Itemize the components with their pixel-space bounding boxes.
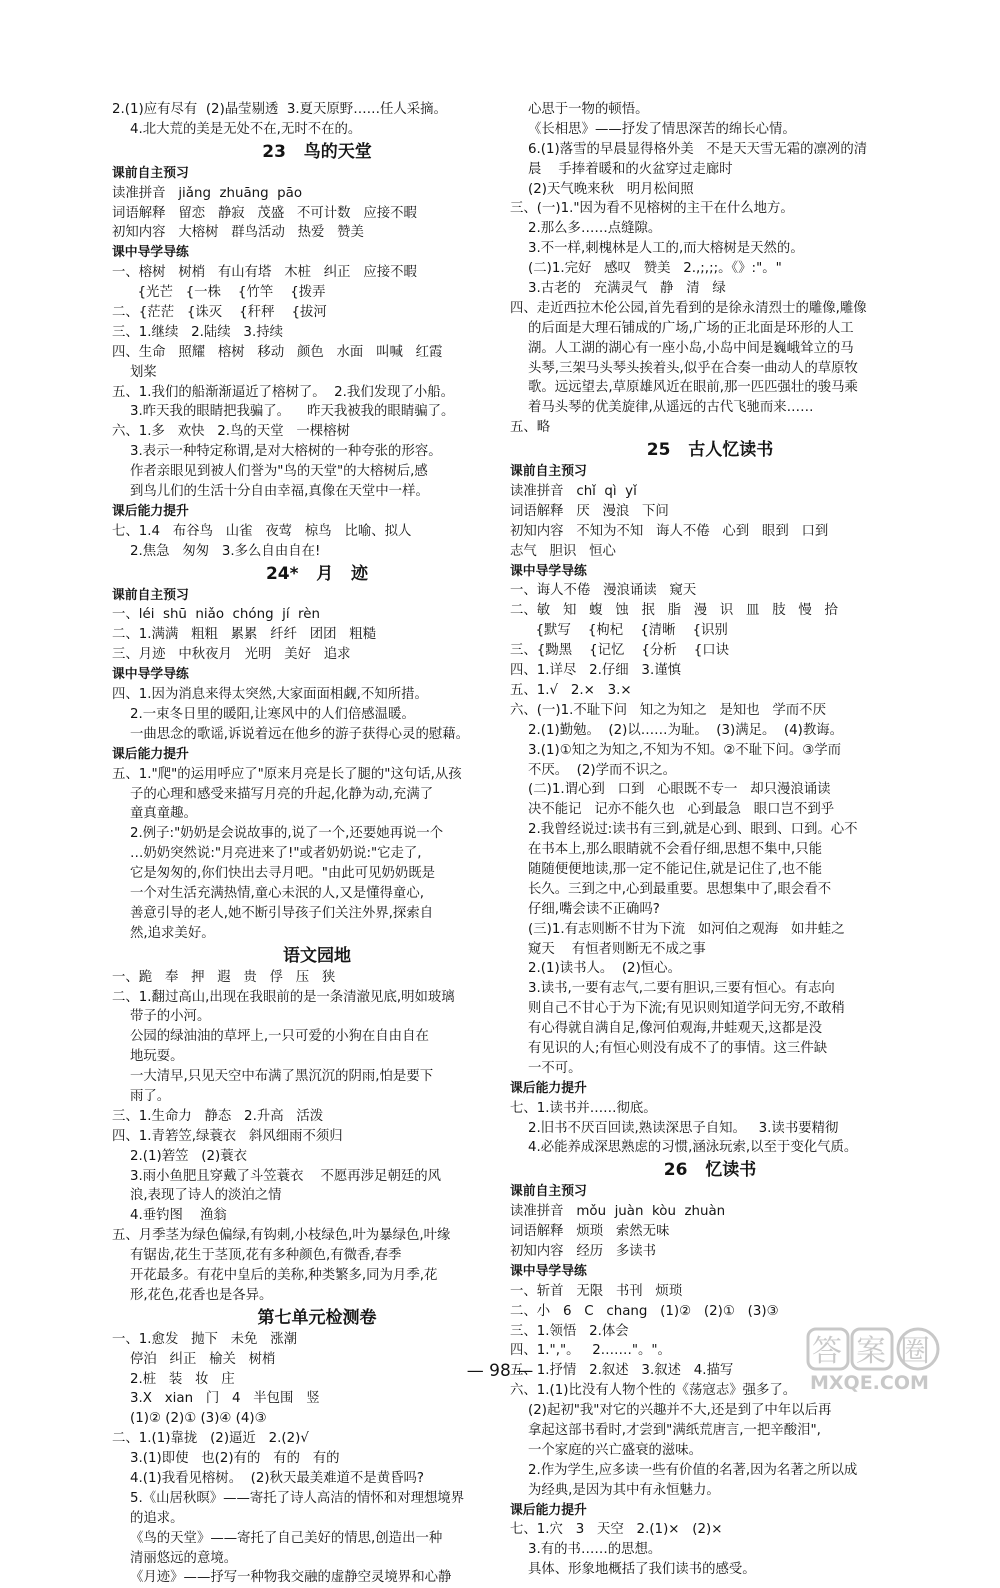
answer-line: 的追求。 bbox=[130, 1510, 184, 1526]
answer-line: 三、{黝黑 {记忆 {分析 {口诀 bbox=[510, 643, 730, 659]
answer-line: 二、小 6 C chang (1)② (2)① (3)③ bbox=[510, 1303, 779, 1319]
answer-line: 七、1.读书并……彻底。 bbox=[510, 1100, 657, 1116]
watermark-logo bbox=[806, 1325, 976, 1395]
answer-line: 三、(一)1."因为看不见榕树的主干在什么地方。 bbox=[510, 201, 794, 217]
answer-line: 具体、形象地概括了我们读书的感受。 bbox=[528, 1562, 756, 1578]
answer-line: 读准拼音 jiǎng zhuāng pāo bbox=[112, 185, 303, 201]
section-heading: 23 鸟的天堂 bbox=[262, 141, 372, 162]
section-heading: 第七单元检测卷 bbox=[257, 1307, 377, 1328]
answer-line: 4.垂钓图 渔翁 bbox=[130, 1208, 227, 1224]
answer-line: 一、榕树 树梢 有山有塔 木桩 纠正 应接不暇 bbox=[112, 265, 417, 281]
answer-line: 雨了。 bbox=[130, 1088, 171, 1104]
answer-line: 作者亲眼见到被人们誉为"鸟的天堂"的大榕树后,感 bbox=[130, 464, 428, 480]
answer-line: 6.(1)落雪的早晨显得格外美 不是天天雪无霜的凛冽的清 bbox=[528, 141, 868, 157]
answer-line: 拿起这部书看时,才尝到"满纸荒唐言,一把辛酸泪", bbox=[528, 1423, 821, 1438]
subsection-label: 课前自主预习 bbox=[112, 165, 189, 181]
answer-line: 初知内容 大榕树 群鸟活动 热爱 赞美 bbox=[112, 225, 364, 241]
answer-line: 2.(1)应有尽有 (2)晶莹剔透 3.夏天原野……任人采摘。 bbox=[112, 102, 447, 117]
answer-line: 然,追求美好。 bbox=[130, 925, 215, 941]
answer-line: 五、月季茎为绿色偏绿,有钩刺,小枝绿色,叶为暴绿色,叶缘 bbox=[112, 1228, 451, 1244]
answer-line: 六、1.多 欢快 2.鸟的天堂 一棵榕树 bbox=[112, 424, 350, 440]
answer-line: 一大清早,只见天空中布满了黑沉沉的阴雨,怕是要下 bbox=[130, 1069, 434, 1085]
answer-line: 随随便便地读,那一定不能记住,就是记住了,也不能 bbox=[528, 861, 822, 877]
answer-line: 2.旧书不厌百回读,熟读深思子自知。 3.读书要精彻 bbox=[528, 1120, 839, 1136]
section-heading: 26 忆读书 bbox=[663, 1160, 757, 1181]
answer-line: 志气 胆识 恒心 bbox=[510, 543, 616, 559]
answer-line: 子的心理和感受来描写月亮的升起,化静为动,充满了 bbox=[130, 786, 434, 802]
answer-line: 读准拼音 chǐ qì yǐ bbox=[510, 484, 637, 500]
answer-line: 四、生命 照耀 榕树 移动 颜色 水面 叫喊 红霞 bbox=[112, 344, 443, 360]
answer-line: 的后面是大理石铺成的广场,广场的正北面是环形的人工 bbox=[528, 320, 854, 336]
answer-line: 2.那么多……点缝隙。 bbox=[528, 221, 662, 237]
answer-line: 3.古老的 充满灵气 静 清 绿 bbox=[528, 281, 726, 297]
answer-line: 六、1.(1)比没有人物个性的《荡寇志》强多了。 bbox=[510, 1383, 797, 1399]
answer-line: (1)② (2)① (3)④ (4)③ bbox=[130, 1411, 267, 1427]
answer-line: 3.表示一种特定称谓,是对大榕树的一种夸张的形容。 bbox=[130, 444, 442, 460]
answer-line: 则自己不甘心于为下流;有见识则知道学问无穷,不敢稍 bbox=[528, 1001, 845, 1017]
answer-line: 它是匆匆的,你们快出去寻月吧。"由此可见奶奶既是 bbox=[130, 866, 436, 882]
answer-line: 《鸟的天堂》——寄托了自己美好的情思,创造出一种 bbox=[130, 1530, 443, 1546]
answer-line: 在书本上,那么眼睛就不会看仔细,思想不集中,只能 bbox=[528, 842, 822, 858]
subsection-label: 课后能力提升 bbox=[510, 1080, 587, 1096]
subsection-label: 课中导学导练 bbox=[510, 563, 587, 579]
answer-line: {默写 {枸杞 {清晰 {识别 bbox=[510, 623, 728, 639]
answer-line: 一、诲人不倦 漫浪诵读 窥天 bbox=[510, 583, 697, 599]
answer-line: 一、跪 奉 押 遐 贵 俘 压 狭 bbox=[112, 969, 336, 985]
answer-line: 3.(1)即使 也(2)有的 有的 有的 bbox=[130, 1451, 340, 1467]
answer-line: 五、1."爬"的运用呼应了"原来月亮是长了腿的"这句话,从孩 bbox=[112, 766, 462, 782]
answer-line: 公园的绿油油的草坪上,一只可爱的小狗在自由自在 bbox=[130, 1029, 429, 1045]
answer-line: 一不可。 bbox=[528, 1060, 582, 1076]
answer-line: 二、{茫茫 {诛灭 {秆秤 {拔河 bbox=[112, 305, 327, 321]
answer-line: 一个对生活充满热情,童心未泯的人,又是懂得童心, bbox=[130, 885, 424, 901]
section-heading: 语文园地 bbox=[283, 945, 351, 966]
subsection-label: 课后能力提升 bbox=[510, 1502, 587, 1518]
answer-line: 决不能记 记亦不能久也 心到最急 眼口岂不到乎 bbox=[528, 802, 835, 818]
answer-line: 四、走近西拉木伦公园,首先看到的是徐永清烈士的雕像,雕像 bbox=[510, 300, 867, 316]
answer-line: (三)1.有志则断不甘为下流 如河伯之观海 如井蛙之 bbox=[528, 921, 845, 937]
subsection-label: 课后能力提升 bbox=[112, 503, 189, 519]
answer-line: 三、1.继续 2.陆续 3.持续 bbox=[112, 324, 283, 340]
answer-line: 4.必能养成深思熟虑的习惯,涵泳玩索,以至于变化气质。 bbox=[528, 1140, 858, 1156]
answer-line: 词语解释 留恋 静寂 茂盛 不可计数 应接不暇 bbox=[112, 205, 417, 221]
answer-line: 词语解释 烦琐 索然无味 bbox=[510, 1224, 670, 1240]
subsection-label: 课中导学导练 bbox=[112, 245, 189, 261]
section-heading: 25 古人忆读书 bbox=[646, 440, 774, 461]
answer-line: 五、1.抒情 2.叙述 3.叙述 4.描写 bbox=[510, 1363, 734, 1379]
answer-line: 二、敏 知 蝮 蚀 抿 脂 漫 识 皿 肢 慢 拾 bbox=[510, 603, 838, 619]
answer-line: 一、1.愈发 抛下 未免 涨潮 bbox=[112, 1331, 297, 1347]
answer-line: 2.例子:"奶奶是会说故事的,说了一个,还要她再说一个 bbox=[130, 826, 444, 842]
answer-line: 浪,表现了诗人的淡泊之情 bbox=[130, 1188, 282, 1204]
answer-line: 读准拼音 mǒu juàn kòu zhuàn bbox=[510, 1204, 726, 1220]
answer-line: 四、1.","。 2.……"。"。 bbox=[510, 1343, 671, 1359]
subsection-label: 课前自主预习 bbox=[112, 587, 189, 603]
answer-line: 3.昨天我的眼睛把我骗了。 昨天我被我的眼睛骗了。 bbox=[130, 404, 455, 420]
page-number: — 98 — bbox=[466, 1361, 534, 1381]
answer-line: 3.读书,一要有志气,二要有胆识,三要有恒心。有志向 bbox=[528, 981, 835, 997]
answer-line: 晨 手捧着暖和的火盆穿过走廊时 bbox=[528, 161, 733, 177]
answer-line: 初知内容 经历 多读书 bbox=[510, 1243, 657, 1259]
answer-line: 2.一束冬日里的暖阳,让寒风中的人们倍感温暖。 bbox=[130, 706, 415, 722]
answer-line: 词语解释 厌 漫浪 下问 bbox=[510, 503, 669, 519]
answer-line: 清丽悠远的意境。 bbox=[130, 1550, 238, 1566]
answer-line: 窥天 有恒者则断无不成之事 bbox=[528, 941, 706, 957]
watermark-text-en: MXQE.COM bbox=[810, 1372, 929, 1394]
answer-line: 七、1.4 布谷鸟 山雀 夜莺 椋鸟 比喻、拟人 bbox=[112, 523, 412, 539]
answer-line: 仔细,嘴会读不正确吗? bbox=[528, 901, 660, 917]
answer-line: 湖。人工湖的湖心有一座小岛,小岛中间是巍峨耸立的马 bbox=[528, 340, 854, 356]
answer-line: 有见识的人;有恒心则没有成不了的事情。这三件缺 bbox=[528, 1040, 828, 1056]
answer-line: 3.X xian 门 4 半包围 竖 bbox=[130, 1391, 320, 1407]
answer-line: 形,花色,花香也是各异。 bbox=[130, 1287, 273, 1303]
answer-line: 四、1.因为消息来得太突然,大家面面相觑,不知所措。 bbox=[112, 687, 428, 703]
answer-line: (2)天气晚来秋 明月松间照 bbox=[528, 181, 694, 197]
answer-line: 头琴,三架马头琴头挨着头,似乎在合奏一曲动人的草原牧 bbox=[528, 360, 858, 376]
answer-line: 五、1.√ 2.× 3.× bbox=[510, 682, 632, 698]
subsection-label: 课前自主预习 bbox=[510, 464, 587, 480]
answer-line: 带子的小河。 bbox=[130, 1009, 211, 1025]
answer-line: 七、1.穴 3 天空 2.(1)× (2)× bbox=[510, 1522, 723, 1538]
answer-line: 心思于一物的顿悟。 bbox=[528, 102, 649, 117]
answer-line: 5.《山居秋暝》——寄托了诗人高洁的情怀和对理想境界 bbox=[130, 1490, 465, 1506]
answer-line: 二、1.满满 粗粗 累累 纤纤 团团 粗糙 bbox=[112, 627, 377, 643]
watermark-text-cn: 答案圈 bbox=[812, 1334, 944, 1369]
answer-line: 初知内容 不知为不知 诲人不倦 心到 眼到 口到 bbox=[510, 523, 829, 539]
answer-line: 2.桩 装 妆 庄 bbox=[130, 1371, 235, 1387]
subsection-label: 课中导学导练 bbox=[112, 667, 189, 683]
subsection-label: 课中导学导练 bbox=[510, 1263, 587, 1279]
answer-line: 童真童趣。 bbox=[130, 806, 197, 822]
answer-line: (二)1.完好 感叹 赞美 2.,;,;;。《》:"。" bbox=[528, 261, 782, 277]
answer-line: 五、略 bbox=[510, 420, 551, 436]
answer-line: 有锯齿,花生于茎顶,花有多种颜色,有微香,春季 bbox=[130, 1248, 402, 1264]
answer-line: 3.(1)①知之为知之,不知为不知。②不耻下问。③学而 bbox=[528, 742, 842, 758]
answer-line: 停泊 纠正 榆关 树梢 bbox=[130, 1351, 276, 1367]
answer-line: 四、1.青箬笠,绿蓑衣 斜风细雨不须归 bbox=[112, 1128, 343, 1144]
answer-line: 有心得就自满自足,像河伯观海,井蛙观天,这都是没 bbox=[528, 1021, 822, 1037]
answer-line: 到鸟儿们的生活十分自由幸福,真像在天堂中一样。 bbox=[130, 484, 429, 500]
answer-line: 为经典,是因为其中有永恒魅力。 bbox=[528, 1482, 720, 1498]
answer-line: 五、1.我们的船渐渐逼近了榕树了。 2.我们发现了小船。 bbox=[112, 384, 455, 400]
answer-line: …奶奶突然说:"月亮进来了!"或者奶奶说:"它走了, bbox=[130, 846, 422, 862]
answer-line: 着马头琴的优美旋律,从遥远的古代飞驰而来…… bbox=[528, 400, 814, 416]
answer-line: 二、1.(1)靠拢 (2)逼近 2.(2)√ bbox=[112, 1431, 309, 1447]
answer-line: 4.(1)我看见榕树。 (2)秋天最美难道不是黄昏吗? bbox=[130, 1471, 424, 1486]
answer-line: 一、léi shū niǎo chóng jí rèn bbox=[112, 607, 320, 623]
answer-line: 《长相思》——抒发了情思深苦的绵长心情。 bbox=[528, 121, 796, 137]
answer-line: 2.作为学生,应多读一些有价值的名著,因为名著之所以成 bbox=[528, 1462, 858, 1478]
answer-line: 三、1.生命力 静态 2.升高 活泼 bbox=[112, 1108, 324, 1124]
answer-line: 长久。三到之中,心到最重要。思想集中了,眼会看不 bbox=[528, 881, 832, 897]
subsection-label: 课后能力提升 bbox=[112, 746, 189, 762]
answer-line: 3.雨小鱼肥且穿戴了斗笠蓑衣 不愿再涉足朝廷的风 bbox=[130, 1168, 442, 1184]
answer-line: 不厌。 (2)学而不识之。 bbox=[528, 762, 676, 778]
answer-line: 歌。远远望去,草原雄风近在眼前,那一匹匹强壮的骏马乘 bbox=[528, 380, 858, 396]
answer-line: 六、(一)1.不耻下问 知之为知之 是知也 学而不厌 bbox=[510, 702, 826, 718]
answer-line: 善意引导的老人,她不断引导孩子们关注外界,探索自 bbox=[130, 905, 434, 921]
answer-line: 2.我曾经说过:读书有三到,就是心到、眼到、口到。心不 bbox=[528, 822, 858, 838]
answer-line: 2.(1)勤勉。 (2)以……为耻。 (3)满足。 (4)教诲。 bbox=[528, 722, 844, 738]
answer-line: 一、斩首 无限 书刊 烦琐 bbox=[510, 1283, 683, 1299]
answer-line: 《月迹》——抒写一种物我交融的虚静空灵境界和心静 bbox=[130, 1570, 452, 1586]
answer-line: 四、1.详尽 2.仔细 3.谨慎 bbox=[510, 663, 681, 679]
answer-line: {光芒 {一株 {竹竿 {拨弄 bbox=[112, 285, 326, 301]
answer-line: 二、1.翻过高山,出现在我眼前的是一条清澈见底,明如玻璃 bbox=[112, 989, 455, 1005]
answer-line: 划桨 bbox=[130, 364, 157, 380]
answer-line: 一曲思念的歌谣,诉说着远在他乡的游子获得心灵的慰藉。 bbox=[130, 726, 470, 742]
answer-line: 3.有的书……的思想。 bbox=[528, 1542, 662, 1558]
answer-line: (2)起初"我"对它的兴趣并不大,还是到了中年以后再 bbox=[528, 1403, 832, 1419]
answer-line: 3.不一样,刺槐林是人工的,而大榕树是天然的。 bbox=[528, 241, 804, 257]
answer-line: 4.北大荒的美是无处不在,无时不在的。 bbox=[130, 121, 362, 137]
answer-line: 三、月迹 中秋夜月 光明 美好 追求 bbox=[112, 647, 351, 663]
answer-line: 一个家庭的兴亡盛衰的滋味。 bbox=[528, 1442, 703, 1458]
answer-line: 2.(1)读书人。 (2)恒心。 bbox=[528, 961, 681, 977]
section-heading: 24* 月 迹 bbox=[265, 563, 369, 584]
subsection-label: 课前自主预习 bbox=[510, 1184, 587, 1200]
answer-line: (二)1.谓心到 口到 心眼既不专一 却只漫浪诵读 bbox=[528, 782, 831, 798]
answer-line: 三、1.领悟 2.体会 bbox=[510, 1323, 629, 1339]
answer-line: 开花最多。有花中皇后的美称,种类繁多,同为月季,花 bbox=[130, 1267, 438, 1283]
answer-line: 2.焦急 匆匆 3.多么自由自在! bbox=[130, 543, 321, 559]
answer-line: 地玩耍。 bbox=[130, 1049, 184, 1065]
answer-line: 2.(1)箬笠 (2)蓑衣 bbox=[130, 1148, 248, 1164]
